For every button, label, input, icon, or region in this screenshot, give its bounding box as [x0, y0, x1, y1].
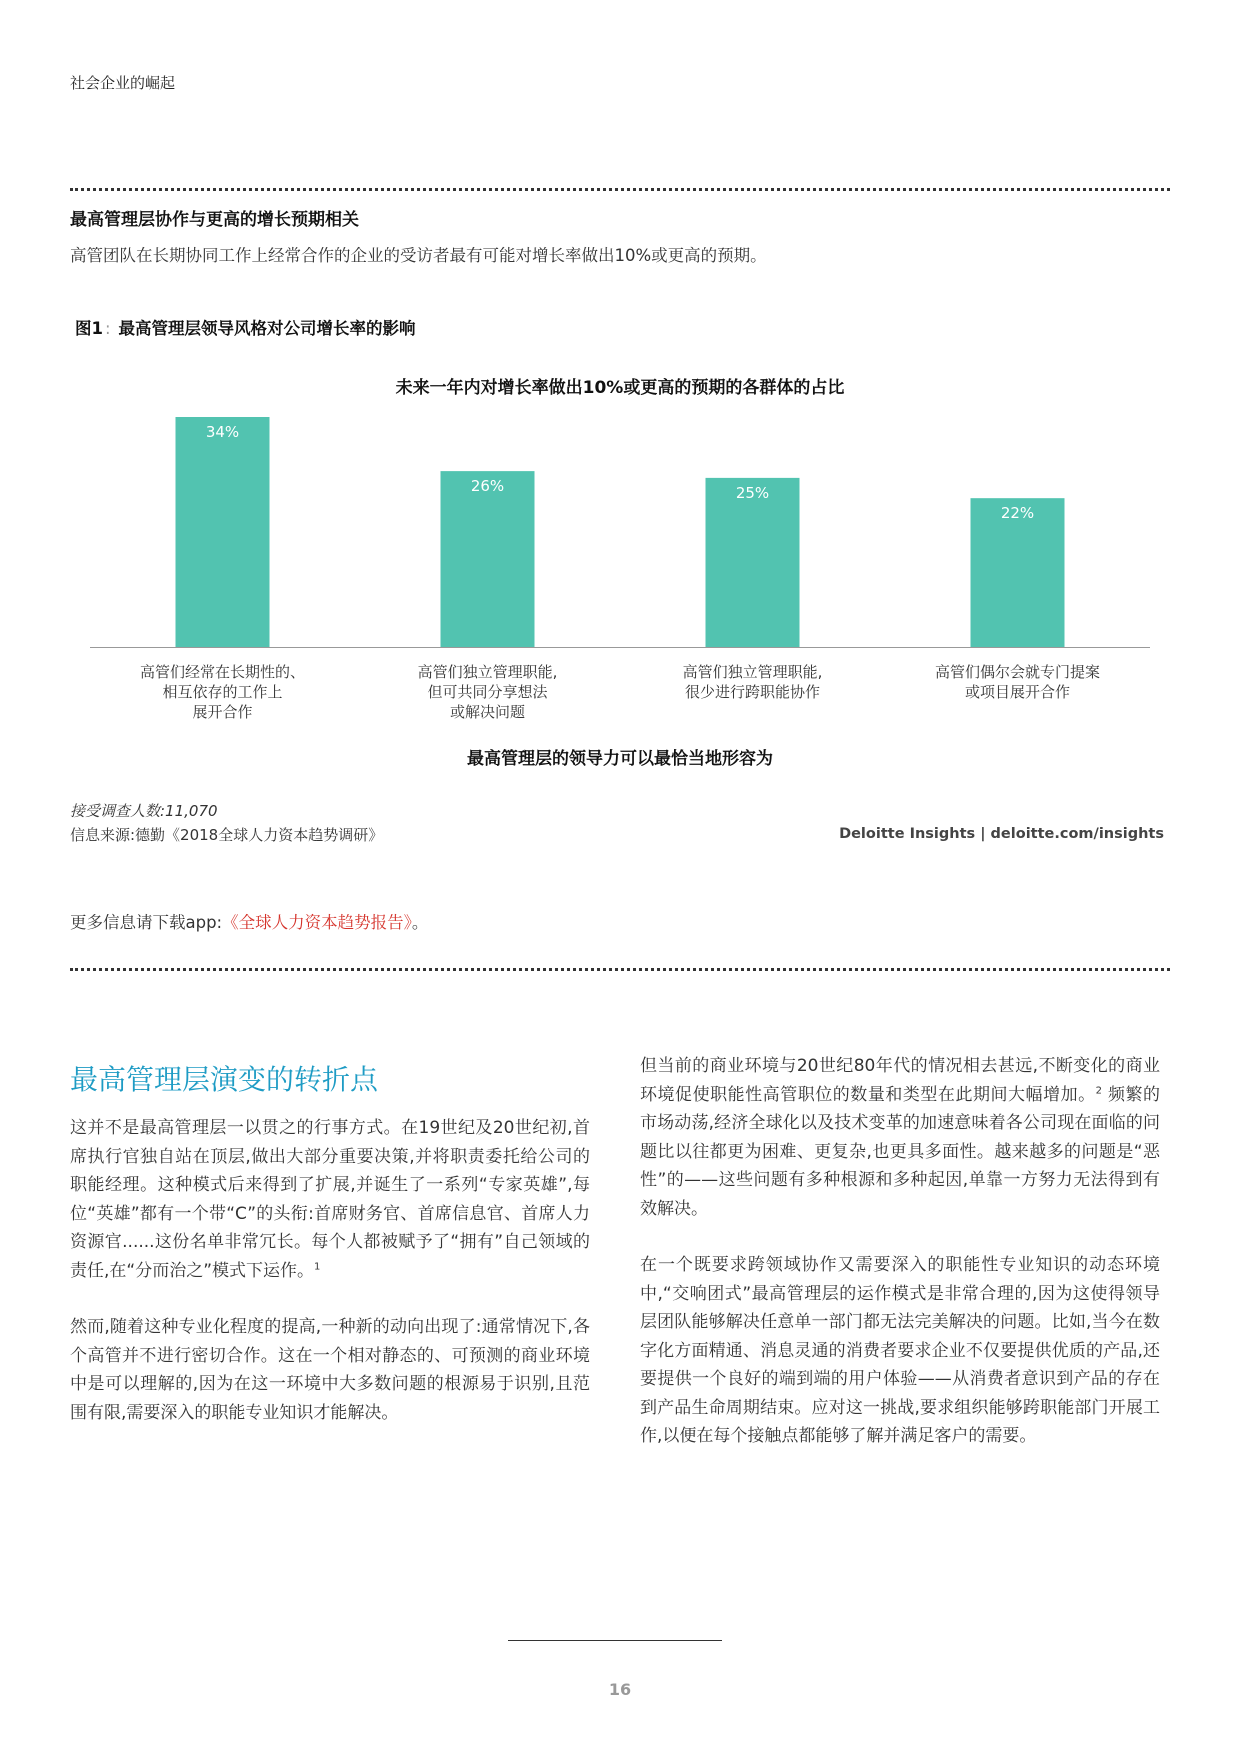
more-info-prefix: 更多信息请下载app:: [70, 913, 223, 932]
category-label-line: 高管们偶尔会就专门提案: [934, 663, 1101, 681]
dotted-divider-bottom: [70, 968, 1170, 971]
survey-sample-note: 接受调查人数:11,070: [70, 802, 218, 820]
chart-title: 未来一年内对增长率做出10%或更高的预期的各群体的占比: [395, 378, 845, 398]
callout-title: 最高管理层协作与更高的增长预期相关: [70, 210, 359, 230]
source-note: 信息来源:德勤《2018全球人力资本趋势调研》: [70, 826, 384, 844]
paragraph-text: 频繁的市场动荡,经济全球化以及技术变革的加速意味着各公司现在面临的问题比以往都更为困难、更复杂,也更具多面性。越来越多的问题是“恶性”的——这些问题有多种根源和多种起因,单靠一方努力无法得到有效解决。: [640, 1084, 1161, 1219]
category-label-line: 展开合作: [192, 703, 253, 721]
bar-2: [441, 471, 535, 647]
chart-x-axis-title: 最高管理层的领导力可以最恰当地形容为: [467, 749, 773, 769]
category-label-line: 或解决问题: [449, 703, 526, 721]
category-label-4: [935, 663, 1100, 701]
figure-caption: 最高管理层领导风格对公司增长率的影响: [118, 319, 416, 338]
category-label-line: 相互依存的工作上: [162, 683, 283, 701]
data-label-4: 22%: [1000, 504, 1035, 523]
left-column: [70, 1114, 590, 1455]
callout-text: 高管团队在长期协同工作上经常合作的企业的受访者最有可能对增长率做出10%或更高的预期。: [70, 246, 767, 265]
data-label-1: 34%: [205, 423, 240, 441]
more-info-line: [70, 909, 428, 933]
running-header: 社会企业的崛起: [70, 74, 176, 92]
bar-1: [176, 417, 270, 647]
figure-separator: :: [104, 319, 111, 338]
category-label-line: 高管们独立管理职能,: [682, 663, 823, 681]
dotted-divider-top: [70, 188, 1170, 191]
bar-3: [706, 478, 800, 647]
category-label-1: [140, 663, 305, 721]
paragraph: [640, 1052, 1160, 1223]
category-label-line: 高管们独立管理职能,: [417, 663, 558, 681]
section-title: 最高管理层演变的转折点: [70, 1063, 379, 1096]
paragraph-text: 这并不是最高管理层一以贯之的行事方式。在19世纪及20世纪初,首席执行官独自站在顶层,做出大部分重要决策,并将职责委托给公司的职能经理。这种模式后来得到了扩展,并诞生了一系列“专家英雄”,每位“英雄”都有一个带“C”的头衔:首席财务官、首席信息官、首席人力资源官......这份名单非常冗长。每个人都被赋予了“拥有”自己领域的责任,在“分而治之”模式下运作。: [70, 1118, 590, 1281]
category-label-3: [683, 663, 823, 701]
data-label-2: 26%: [470, 477, 505, 496]
category-label-2: [418, 663, 558, 721]
category-label-line: 但可共同分享想法: [427, 683, 548, 701]
footer-rule: [508, 1640, 722, 1641]
footnote-ref[interactable]: 1: [314, 1260, 321, 1272]
bar-chart: [90, 405, 1150, 735]
category-label-line: 高管们经常在长期性的、: [139, 663, 306, 681]
paragraph-text: 在一个既要求跨领域协作又需要深入的职能性专业知识的动态环境中,“交响团式”最高管理层的运作模式是非常合理的,因为这使得领导层团队能够解决任意单一部门都无法完美解决的问题。比如,当今在数字化方面精通、消息灵通的消费者要求企业不仅要提供优质的产品,还要提供一个良好的端到端的用户体验——从消费者意识到产品的存在到产品生命周期结束。应对这一挑战,要求组织能够跨职能部门开展工作,以便在每个接触点都能够了解并满足客户的需要。: [640, 1255, 1160, 1446]
paragraph: [640, 1251, 1160, 1451]
paragraph-text: 但当前的商业环境与20世纪80年代的情况相去甚远,不断变化的商业环境促使职能性高管职位的数量和类型在此期间大幅增加。: [640, 1056, 1160, 1105]
page-number: 16: [608, 1680, 632, 1699]
more-info-suffix: 。: [411, 913, 429, 932]
deloitte-insights-credit: Deloitte Insights | deloitte.com/insights: [839, 826, 1164, 842]
report-link[interactable]: 《全球人力资本趋势报告》: [222, 913, 412, 932]
data-label-3: 25%: [735, 483, 770, 502]
category-label-line: 很少进行跨职能协作: [684, 683, 821, 701]
footnote-ref[interactable]: 2: [1095, 1084, 1103, 1096]
paragraph-text: 然而,随着这种专业化程度的提高,一种新的动向出现了:通常情况下,各个高管并不进行密切合作。这在一个相对静态的、可预测的商业环境中是可以理解的,因为在这一环境中大多数问题的根源易于识别,且范围有限,需要深入的职能专业知识才能解决。: [70, 1317, 590, 1423]
figure-title: [75, 315, 416, 339]
paragraph: [70, 1114, 590, 1285]
figure-label: 图1: [75, 319, 103, 338]
right-column: [640, 1052, 1160, 1479]
category-label-line: 或项目展开合作: [964, 683, 1071, 701]
paragraph: [70, 1313, 590, 1427]
